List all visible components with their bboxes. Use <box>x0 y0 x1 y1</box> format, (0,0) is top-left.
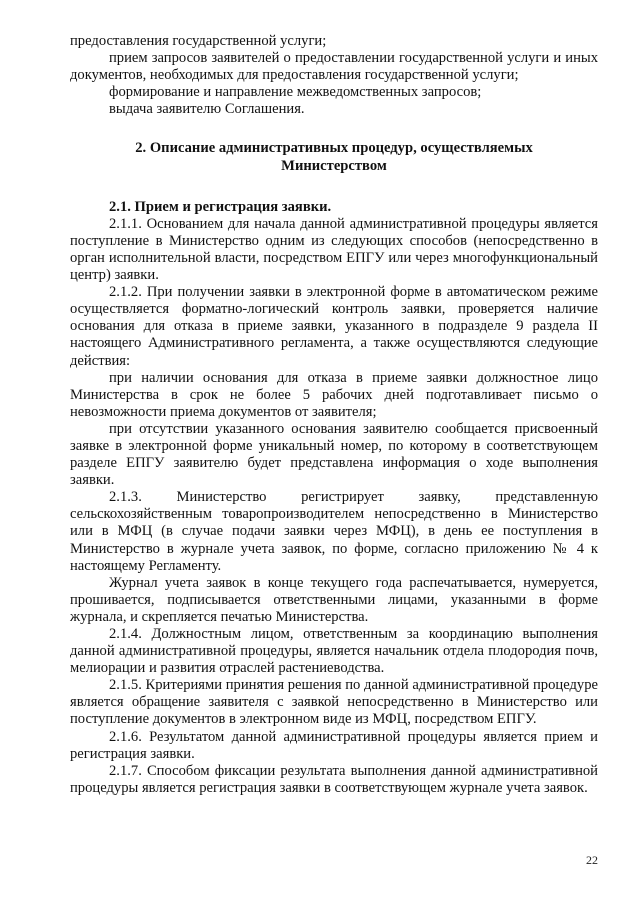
subsection-title: 2.1. Прием и регистрация заявки. <box>109 198 332 215</box>
paragraph: 2.1.4. Должностным лицом, ответственным за координацию выполнения данной административной процедуры, является начальник отдела плодородия почв, мелиорации и развития отраслей растениеводства. <box>70 626 598 677</box>
section-title-line2: Министерством <box>281 157 387 174</box>
paragraph: при отсутствии указанного основания заявителю сообщается присвоенный заявке в электронной форме уникальный номер, по которому в соответствующем разделе ЕПГУ заявителю будет представлена информация о ходе выполнения заявки. <box>70 420 598 489</box>
list-item: выдача заявителю Соглашения. <box>109 101 305 118</box>
paragraph: 2.1.5. Критериями принятия решения по данной административной процедуре является обращение заявителя с заявкой непосредственно в Министерство или поступление документов в электронном виде из МФЦ, посредством ЕПГУ. <box>70 677 598 728</box>
paragraph: Журнал учета заявок в конце текущего года распечатывается, нумеруется, прошивается, подписывается ответственными лицами, указанными в форме журнала, и скрепляется печатью Министерства. <box>70 574 598 625</box>
section-title-line1: 2. Описание административных процедур, осуществляемых <box>135 140 533 157</box>
paragraph: 2.1.1. Основанием для начала данной административной процедуры является поступление в Министерство одним из следующих способов (непосредственно в орган исполнительной власти, посредством ЕПГУ или через многофункциональный центр) заявки. <box>70 215 598 284</box>
paragraph: при наличии основания для отказа в приеме заявки должностное лицо Министерства в срок не более 5 рабочих дней подготавливает письмо о невозможности приема документов от заявителя; <box>70 369 598 420</box>
list-item: предоставления государственной услуги; <box>70 33 327 49</box>
list-item: формирование и направление межведомственных запросов; <box>109 84 482 101</box>
page-number: 22 <box>586 853 598 867</box>
paragraph: 2.1.6. Результатом данной административной процедуры является прием и регистрация заявки. <box>70 728 598 762</box>
paragraph: 2.1.3. Министерство регистрирует заявку, представленную сельскохозяйственным товаропроизводителем непосредственно в Министерство или в МФЦ (в случае подачи заявки через МФЦ), в день ее поступления в Министерство в журнале учета заявок, по форме, согласно приложению № 4 к настоящему Регламенту. <box>70 489 598 574</box>
list-item: прием запросов заявителей о предоставлении государственной услуги и иных документов, необходимых для предоставления государственной услуги; <box>70 50 598 84</box>
section-heading <box>70 140 598 174</box>
paragraph: 2.1.2. При получении заявки в электронной форме в автоматическом режиме осуществляется форматно-логический контроль заявки, проверяется наличие основания для отказа в приеме заявки, указанного в подразделе 9 раздела II настоящего Административного регламента, а также осуществляются следующие действия: <box>70 284 598 369</box>
document-page <box>70 33 598 797</box>
paragraph: 2.1.7. Способом фиксации результата выполнения данной административной процедуры является регистрация заявки в соответствующем журнале учета заявок. <box>70 762 598 796</box>
